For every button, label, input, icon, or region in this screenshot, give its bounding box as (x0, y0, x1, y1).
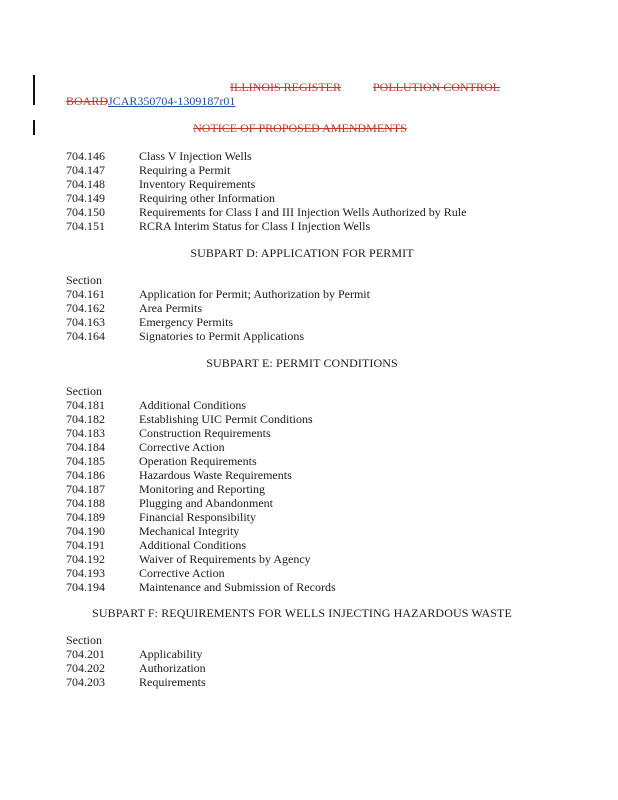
section-title: Inventory Requirements (139, 177, 256, 191)
section-number: 704.150 (66, 205, 105, 219)
section-title: Monitoring and Reporting (139, 482, 265, 496)
section-entry (66, 219, 466, 233)
section-entry (66, 675, 206, 689)
section-number: 704.151 (66, 219, 105, 233)
section-entry (66, 398, 336, 412)
section-title: Maintenance and Submission of Records (139, 580, 336, 594)
section-number: 704.164 (66, 329, 105, 343)
section-title: Corrective Action (139, 566, 225, 580)
jcar-id-inserted: JCAR350704-1309187r01 (108, 94, 236, 108)
section-number: 704.163 (66, 315, 105, 329)
section-entry (66, 426, 336, 440)
section-number: 704.149 (66, 191, 105, 205)
section-entry (66, 315, 370, 329)
section-number: 704.185 (66, 454, 105, 468)
section-label: Section (66, 384, 102, 398)
section-title: Operation Requirements (139, 454, 257, 468)
section-title: Additional Conditions (139, 538, 247, 552)
section-entry (66, 163, 466, 177)
section-number: 704.202 (66, 661, 105, 675)
section-number: 704.203 (66, 675, 105, 689)
section-number: 704.184 (66, 440, 105, 454)
section-number: 704.188 (66, 496, 105, 510)
section-entry (66, 510, 336, 524)
section-title: Plugging and Abandonment (139, 496, 273, 510)
section-title: Requirements for Class I and III Injection Wells Authorized by Rule (139, 205, 467, 219)
section-number: 704.161 (66, 287, 105, 301)
board-name-deleted: POLLUTION CONTROL (373, 80, 500, 94)
subpart-f-heading: SUBPART F: REQUIREMENTS FOR WELLS INJECTING HAZARDOUS WASTE (92, 606, 512, 620)
section-entry (66, 496, 336, 510)
section-title: Establishing UIC Permit Conditions (139, 412, 313, 426)
section-title: RCRA Interim Status for Class I Injection Wells (139, 219, 371, 233)
section-entry (66, 177, 466, 191)
section-title: Waiver of Requirements by Agency (139, 552, 311, 566)
section-entry (66, 524, 336, 538)
section-entry (66, 566, 336, 580)
section-number: 704.181 (66, 398, 105, 412)
section-number: 704.147 (66, 163, 105, 177)
section-title: Applicability (139, 647, 203, 661)
section-title: Authorization (139, 661, 206, 675)
section-number: 704.186 (66, 468, 105, 482)
section-title: Emergency Permits (139, 315, 234, 329)
subpart-e-heading: SUBPART E: PERMIT CONDITIONS (206, 356, 398, 370)
section-number: 704.191 (66, 538, 105, 552)
section-entry (66, 440, 336, 454)
section-entry (66, 149, 466, 163)
section-number: 704.146 (66, 149, 105, 163)
section-title: Additional Conditions (139, 398, 247, 412)
section-title: Hazardous Waste Requirements (139, 468, 292, 482)
register-title-deleted: ILLINOIS REGISTER (230, 80, 341, 94)
section-number: 704.201 (66, 647, 105, 661)
header-line-2 (66, 94, 235, 109)
section-entry (66, 482, 336, 496)
section-title: Area Permits (139, 301, 202, 315)
section-number: 704.183 (66, 426, 105, 440)
section-title: Requirements (139, 675, 206, 689)
section-entry (66, 661, 206, 675)
section-list-c (66, 149, 466, 233)
section-title: Requiring other Information (139, 191, 275, 205)
section-entry (66, 647, 206, 661)
section-number: 704.162 (66, 301, 105, 315)
section-entry (66, 287, 370, 301)
section-entry (66, 412, 336, 426)
section-label: Section (66, 273, 102, 287)
section-title: Class V Injection Wells (139, 149, 252, 163)
section-title: Corrective Action (139, 440, 225, 454)
section-number: 704.194 (66, 580, 105, 594)
section-entry (66, 552, 336, 566)
section-number: 704.148 (66, 177, 105, 191)
section-title: Requiring a Permit (139, 163, 231, 177)
section-entry (66, 329, 370, 343)
section-number: 704.192 (66, 552, 105, 566)
section-number: 704.190 (66, 524, 105, 538)
section-list-f (66, 647, 206, 689)
section-entry (66, 191, 466, 205)
section-number: 704.187 (66, 482, 105, 496)
section-number: 704.189 (66, 510, 105, 524)
revision-bar (33, 75, 35, 105)
section-entry (66, 301, 370, 315)
section-entry (66, 205, 466, 219)
notice-title-deleted: NOTICE OF PROPOSED AMENDMENTS (193, 121, 407, 135)
section-list-d (66, 287, 370, 343)
section-entry (66, 580, 336, 594)
section-title: Application for Permit; Authorization by Permit (139, 287, 370, 301)
section-title: Construction Requirements (139, 426, 271, 440)
section-entry (66, 468, 336, 482)
section-title: Signatories to Permit Applications (139, 329, 304, 343)
section-number: 704.193 (66, 566, 105, 580)
section-entry (66, 454, 336, 468)
section-entry (66, 538, 336, 552)
section-label: Section (66, 633, 102, 647)
section-title: Financial Responsibility (139, 510, 256, 524)
subpart-d-heading: SUBPART D: APPLICATION FOR PERMIT (190, 246, 414, 260)
section-title: Mechanical Integrity (139, 524, 240, 538)
section-number: 704.182 (66, 412, 105, 426)
board-name-deleted-cont: BOARD (66, 94, 109, 108)
section-list-e (66, 398, 336, 594)
